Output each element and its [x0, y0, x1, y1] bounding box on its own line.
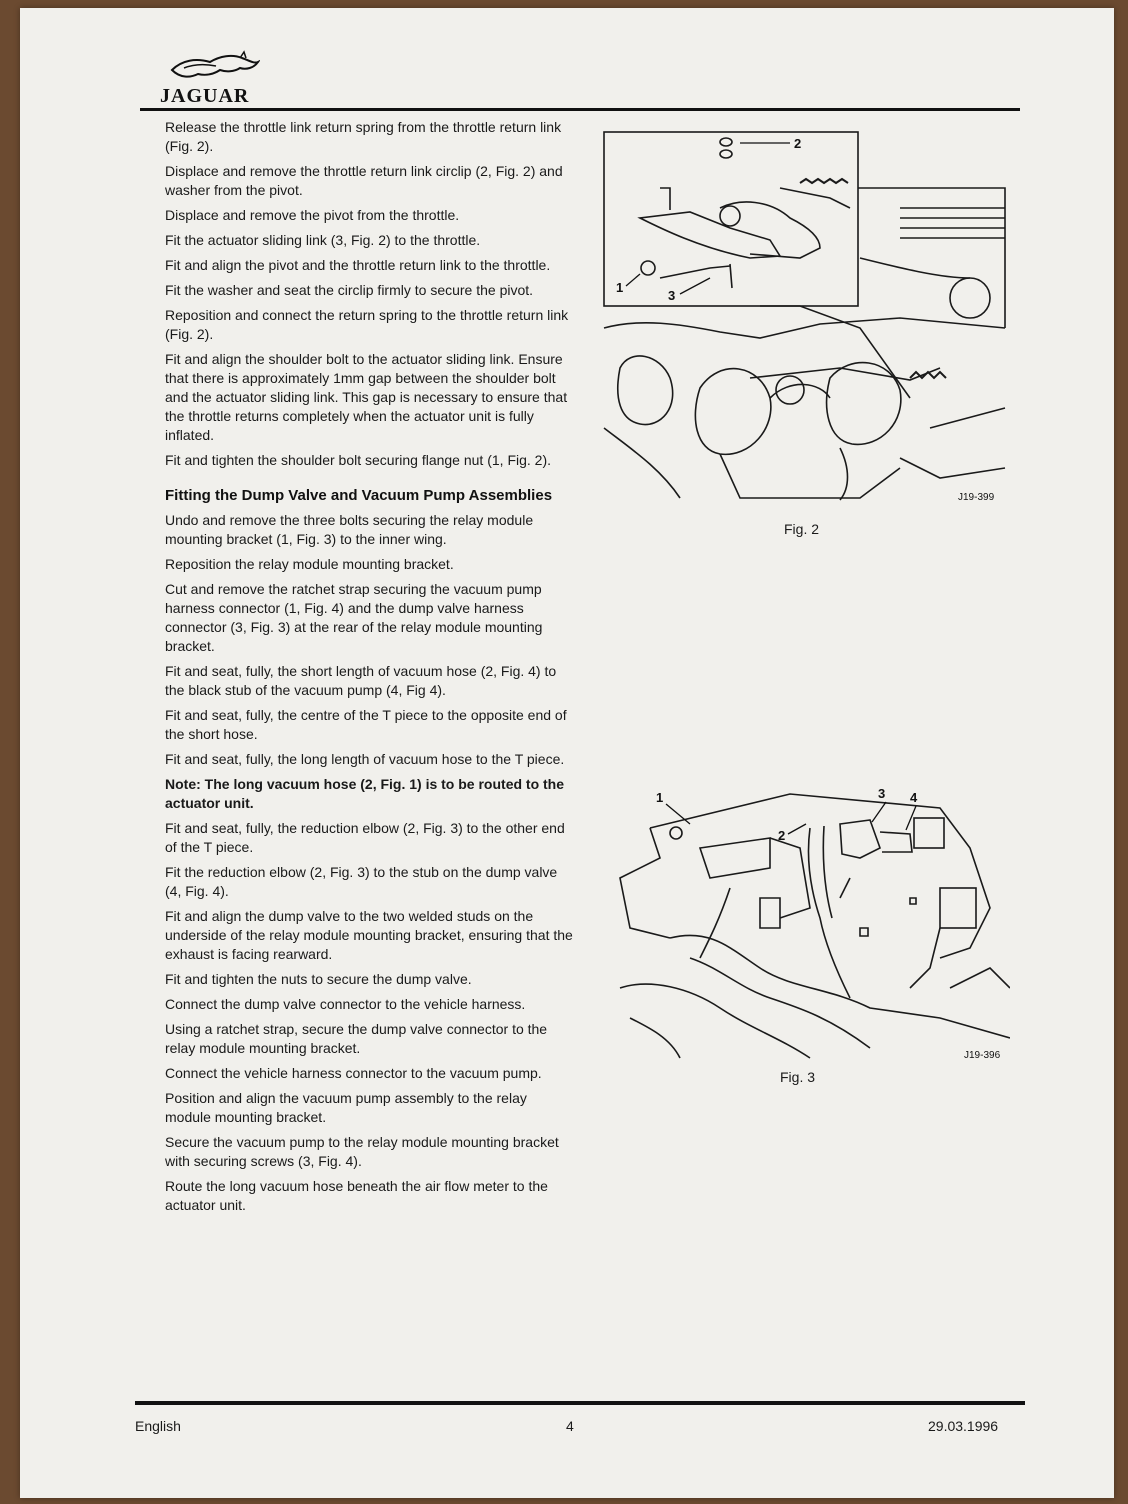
instruction-step: Fit and align the dump valve to the two welded studs on the underside of the relay module mounting bracket, ensuring that the exhaust is facing rearward. [165, 908, 573, 962]
instruction-step: Fit and align the shoulder bolt to the actuator sliding link. Ensure that there is approximately 1mm gap between the shoulder bolt and the actuator sliding link. This gap is necessary to ensure that the throttle returns completely when the actuator unit is fully inflated. [165, 351, 568, 443]
instruction-step: Fit and seat, fully, the reduction elbow (2, Fig. 3) to the other end of the T piece. [165, 820, 565, 855]
instruction-step: Fit and seat, fully, the centre of the T piece to the opposite end of the short hose. [165, 707, 567, 742]
figure-2-illustration [600, 128, 1010, 508]
logo-wordmark: JAGUAR [160, 85, 250, 107]
leaping-jaguar-icon [170, 48, 260, 84]
instruction-step: Fit and tighten the nuts to secure the dump valve. [165, 971, 472, 987]
figure-3-caption: Fig. 3 [780, 1069, 816, 1085]
footer-language: English [135, 1418, 181, 1434]
instruction-step: Fit the actuator sliding link (3, Fig. 2) to the throttle. [165, 232, 481, 248]
section-heading: Fitting the Dump Valve and Vacuum Pump Assemblies [165, 487, 553, 504]
header-rule [140, 108, 1020, 111]
instruction-step: Fit and tighten the shoulder bolt securing flange nut (1, Fig. 2). [165, 452, 552, 468]
instruction-step: Fit and seat, fully, the long length of vacuum hose to the T piece. [165, 751, 565, 767]
footer-date: 29.03.1996 [928, 1418, 999, 1434]
instruction-step: Cut and remove the ratchet strap securing the vacuum pump harness connector (1, Fig. 4) and the dump valve harness connector (3, Fig. 3) at the rear of the relay module mounting bracket. [165, 581, 543, 654]
instruction-step: Fit and align the pivot and the throttle return link to the throttle. [165, 257, 551, 273]
instruction-column [165, 118, 575, 1221]
callout-3: 3 [878, 788, 886, 801]
instructions-group-c [165, 819, 575, 1215]
callout-1: 1 [616, 280, 624, 295]
instruction-step: Route the long vacuum hose beneath the air flow meter to the actuator unit. [165, 1178, 548, 1213]
instruction-step: Displace and remove the throttle return link circlip (2, Fig. 2) and washer from the pivot. [165, 163, 563, 198]
callout-2: 2 [794, 136, 802, 151]
callout-2: 2 [778, 828, 786, 843]
figure-3-illustration [610, 788, 1010, 1063]
instruction-step: Fit and seat, fully, the short length of vacuum hose (2, Fig. 4) to the black stub of the vacuum pump (4, Fig 4). [165, 663, 557, 698]
instruction-step: Connect the dump valve connector to the vehicle harness. [165, 996, 526, 1012]
document-page [20, 8, 1114, 1498]
callout-1: 1 [656, 790, 664, 805]
footer-rule [135, 1401, 1025, 1405]
instruction-step: Connect the vehicle harness connector to the vacuum pump. [165, 1065, 542, 1081]
figure-3-code: J19-396 [964, 1050, 1001, 1061]
note-text: Note: The long vacuum hose (2, Fig. 1) is to be routed to the actuator unit. [165, 776, 565, 811]
instruction-step: Position and align the vacuum pump assembly to the relay module mounting bracket. [165, 1090, 527, 1125]
instruction-step: Displace and remove the pivot from the throttle. [165, 207, 460, 223]
instruction-step: Using a ratchet strap, secure the dump valve connector to the relay module mounting bracket. [165, 1021, 548, 1056]
instruction-step: Reposition and connect the return spring to the throttle return link (Fig. 2). [165, 307, 569, 342]
figure-2-caption: Fig. 2 [784, 521, 820, 537]
callout-4: 4 [910, 790, 918, 805]
figure-2-code: J19-399 [958, 492, 995, 503]
instruction-step: Release the throttle link return spring from the throttle return link (Fig. 2). [165, 119, 562, 154]
instruction-step: Reposition the relay module mounting bracket. [165, 556, 454, 572]
instruction-step: Undo and remove the three bolts securing the relay module mounting bracket (1, Fig. 3) to the inner wing. [165, 512, 534, 547]
instructions-group-b [165, 511, 575, 769]
footer-page-number: 4 [566, 1418, 574, 1434]
instruction-step: Fit the washer and seat the circlip firmly to secure the pivot. [165, 282, 534, 298]
instruction-step: Fit the reduction elbow (2, Fig. 3) to the stub on the dump valve (4, Fig. 4). [165, 864, 558, 899]
callout-3: 3 [668, 288, 676, 303]
jaguar-logo [160, 48, 270, 108]
instruction-step: Secure the vacuum pump to the relay module mounting bracket with securing screws (3, Fig. 4). [165, 1134, 559, 1169]
instructions-group-a [165, 118, 575, 470]
